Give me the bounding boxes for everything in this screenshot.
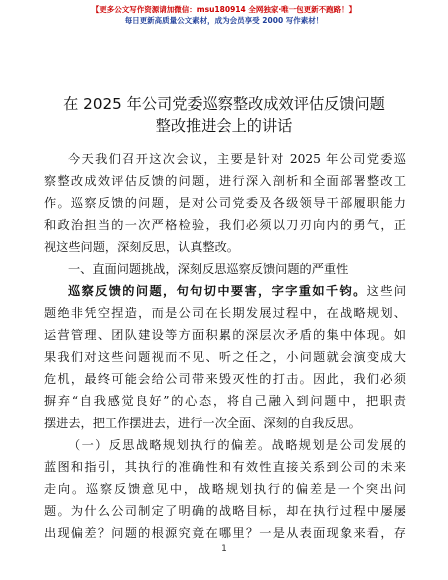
paragraph-strategy [44, 434, 406, 544]
paragraph-line: 运营管理、团队建设等方面积累的深层次矛盾的集中体现。如 [44, 328, 406, 342]
paragraph-line: （一）反思战略规划执行的偏差。战略规划是公司发展的 [68, 438, 406, 452]
paragraph-line: 视这些问题，深刻反思，认真整改。 [44, 240, 239, 254]
banner-line-1: 【更多公文写作资源请加微信：msu180914 全网独家·唯一包更新不跑路！】 [91, 5, 357, 14]
paragraph-line: 题绝非凭空捏造，而是公司在长期发展过程中，在战略规划、 [44, 306, 406, 320]
paragraph-intro [44, 148, 406, 258]
bold-lead-text: 巡察反馈的问题，句句切中要害，字字重如千钧。 [68, 284, 367, 298]
paragraph-line-rest: 这些问 [366, 284, 406, 298]
paragraph-line: 察整改成效评估反馈的问题，进行深入剖析和全面部署整改工 [44, 174, 406, 188]
paragraph-line: 走向。巡察反馈意见中，战略规划执行的偏差是一个突出问 [44, 482, 406, 496]
paragraph-line: 今天我们召开这次会议，主要是针对 2025 年公司党委巡 [68, 152, 406, 166]
section-heading-text: 一、直面问题挑战，深刻反思巡察反馈问题的严重性 [68, 262, 349, 276]
document-title-line-2: 整改推进会上的讲话 [155, 117, 293, 135]
paragraph-line: 危机，最终可能会给公司带来毁灭性的打击。因此，我们必须 [44, 372, 406, 386]
paragraph-line: 果我们对这些问题视而不见、听之任之，小问题就会演变成大 [44, 350, 406, 364]
page-number: 1 [221, 544, 227, 554]
paragraph-line: 摆进去，把工作摆进去，进行一次全面、深刻的自我反思。 [44, 416, 361, 430]
banner-line-2: 每日更新高质量公文素材，成为会员享受 2000 写作素材！ [124, 16, 324, 25]
paragraph-line: 题。为什么公司制定了明确的战略目标，却在执行过程中屡屡 [44, 504, 406, 518]
paragraph-line: 出现偏差？问题的根源究竟在哪里？一是从表面现象来看，存 [44, 526, 406, 540]
paragraph-severity [44, 280, 406, 434]
paragraph-line: 和政治担当的一次严格检验，我们必须以刀刃向内的勇气，正 [44, 218, 406, 232]
paragraph-line: 作。巡察反馈的问题，是对公司党委及各级领导干部履职能力 [44, 196, 406, 210]
document-title-line-1: 在 2025 年公司党委巡察整改成效评估反馈问题 [63, 95, 385, 113]
paragraph-line: 蓝图和指引，其执行的准确性和有效性直接关系到公司的未来 [44, 460, 406, 474]
promo-banner [0, 4, 448, 26]
paragraph-first-line [44, 280, 406, 302]
paragraph-line: 摒弃“自我感觉良好”的心态，将自己融入到问题中，把职责 [44, 394, 406, 408]
section-heading [44, 258, 406, 280]
